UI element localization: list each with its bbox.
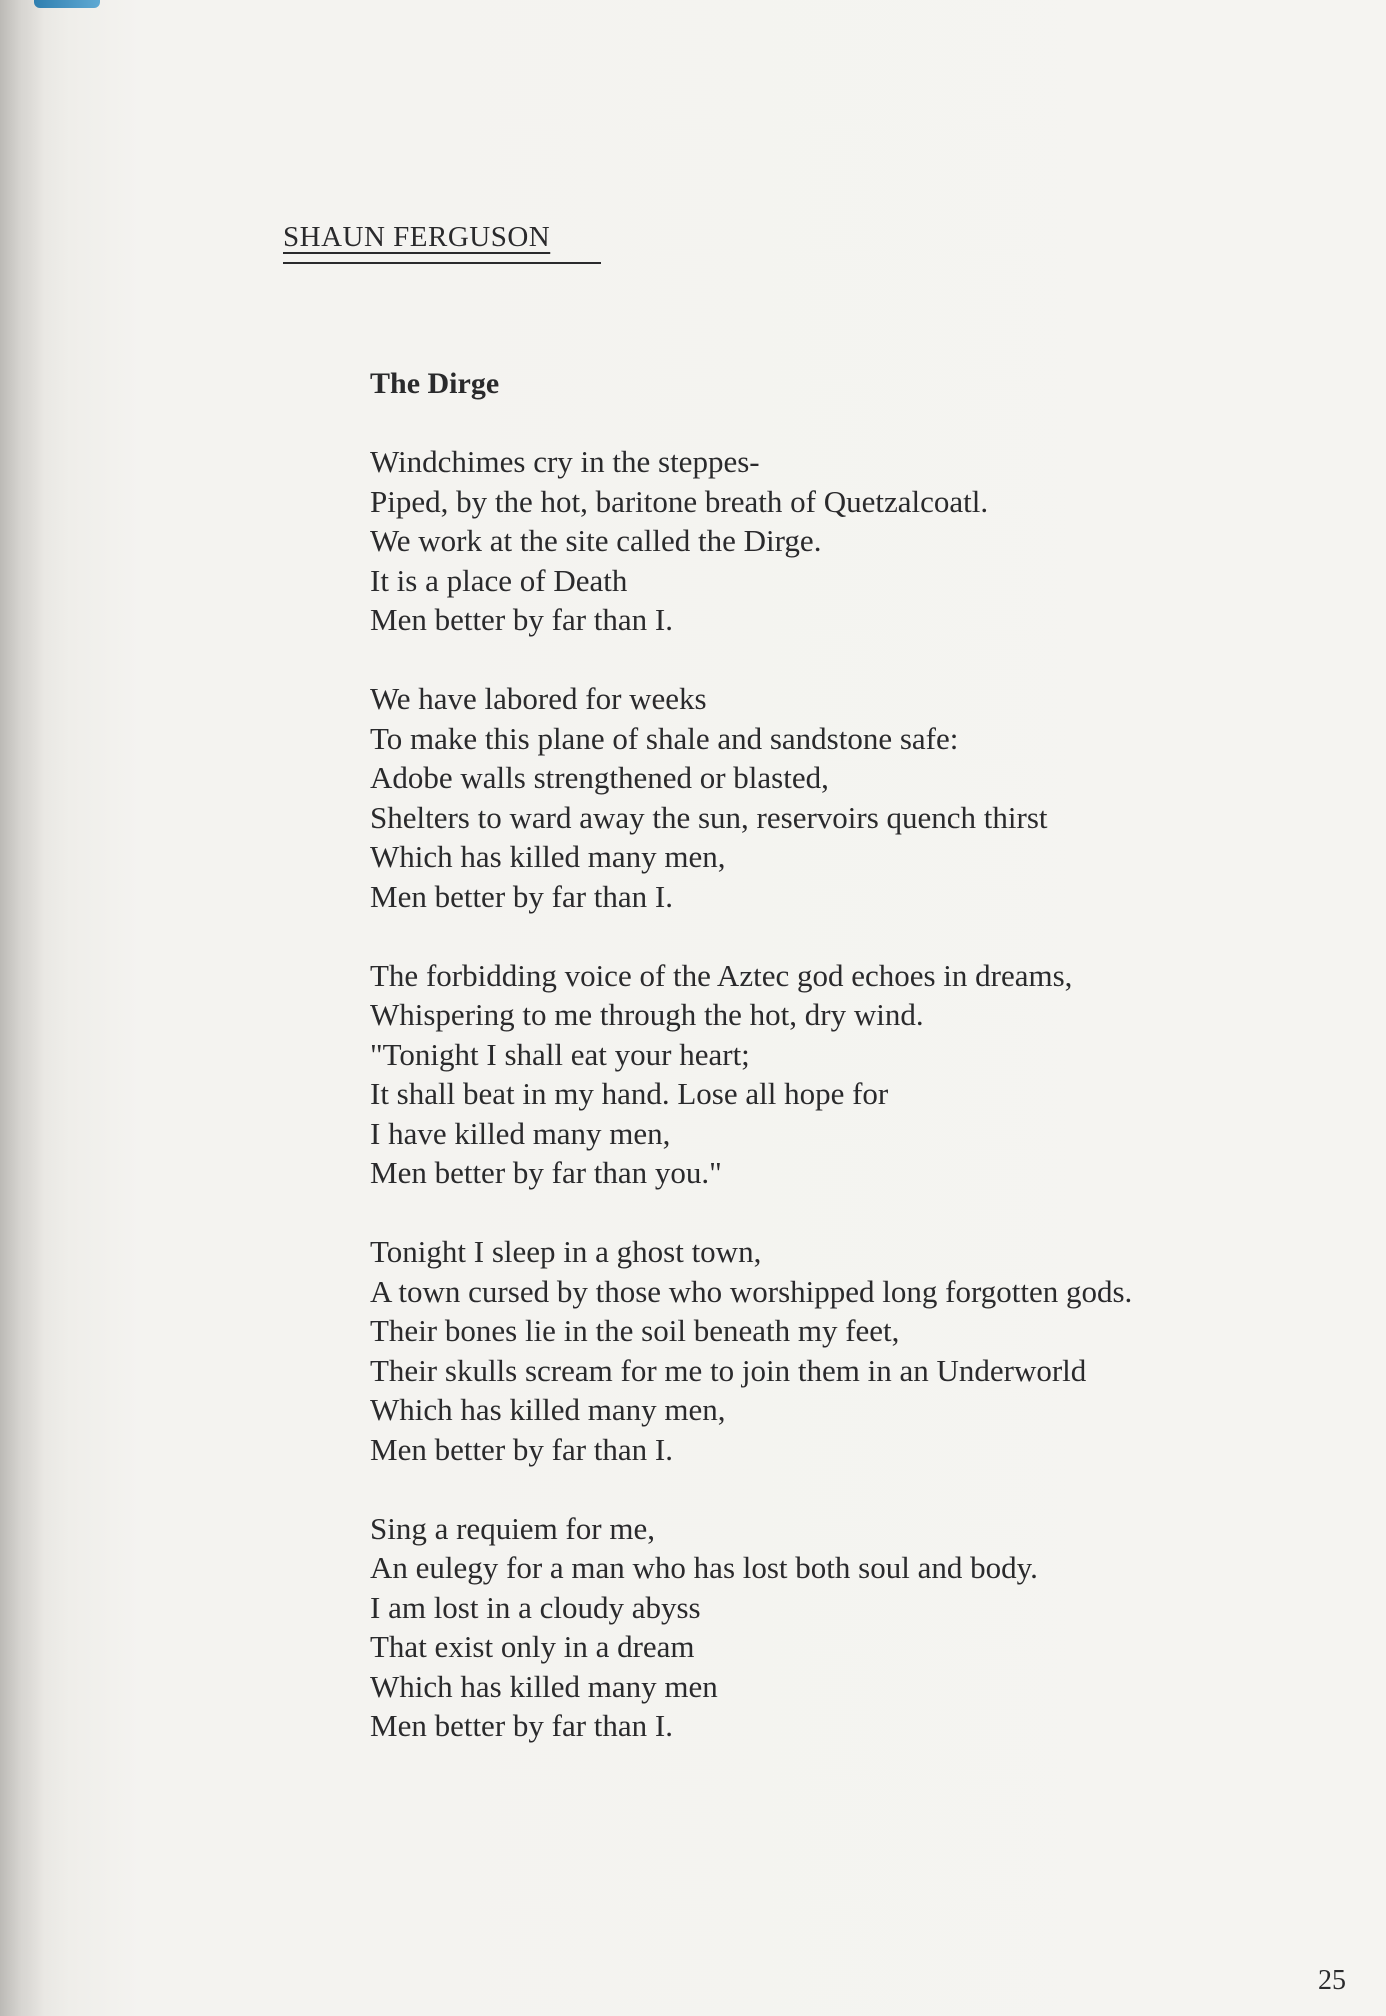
poem-line: Piped, by the hot, baritone breath of Quetzalcoatl. <box>370 483 989 519</box>
poem-line: Tonight I sleep in a ghost town, <box>370 1234 762 1269</box>
poem-line: I have killed many men, <box>370 1115 671 1151</box>
poem-line: Sing a requiem for me, <box>370 1510 655 1546</box>
poem-line: That exist only in a dream <box>370 1629 695 1664</box>
stanza <box>370 1509 1320 1746</box>
poem-line: Which has killed many men, <box>370 1392 726 1427</box>
blue-tab-mark <box>34 0 100 8</box>
poem-line: We work at the site called the Dirge. <box>370 523 822 558</box>
poem-line: An eulegy for a man who has lost both soul and body. <box>370 1550 1038 1585</box>
poem-line: I am lost in a cloudy abyss <box>370 1589 701 1625</box>
poem-line: Their skulls scream for me to join them in an Underworld <box>370 1352 1087 1388</box>
poem-line: Whispering to me through the hot, dry wind. <box>370 997 924 1032</box>
poem-line: Men better by far than I. <box>370 1431 673 1467</box>
poem-body <box>370 442 1320 1746</box>
poem-line: Adobe walls strengthened or blasted, <box>370 760 829 795</box>
poem-title: The Dirge <box>370 367 500 400</box>
poem-line: The forbidding voice of the Aztec god echoes in dreams, <box>370 957 1073 993</box>
stanza <box>370 956 1320 1193</box>
poem-line: Men better by far than I. <box>370 878 673 914</box>
poem-line: We have labored for weeks <box>370 681 707 716</box>
poem-line: "Tonight I shall eat your heart; <box>370 1036 750 1072</box>
poem <box>370 366 1320 1785</box>
stanza <box>370 1232 1320 1469</box>
poem-line: To make this plane of shale and sandstone safe: <box>370 720 959 756</box>
poem-line: Men better by far than I. <box>370 602 673 637</box>
page-number: 25 <box>1318 1965 1346 1996</box>
poem-line: Windchimes cry in the steppes- <box>370 444 760 479</box>
stanza <box>370 442 1320 640</box>
page-binding-shadow <box>0 0 44 2016</box>
poem-line: Shelters to ward away the sun, reservoirs quench thirst <box>370 799 1048 835</box>
poem-line: Their bones lie in the soil beneath my feet, <box>370 1313 900 1348</box>
poem-line: It shall beat in my hand. Lose all hope for <box>370 1076 889 1111</box>
poem-line: A town cursed by those who worshipped long forgotten gods. <box>370 1273 1133 1309</box>
poem-line: Which has killed many men, <box>370 839 726 874</box>
author-name: SHAUN FERGUSON <box>283 221 551 253</box>
stanza <box>370 679 1320 916</box>
author-underline-rule <box>283 262 601 264</box>
poem-line: It is a place of Death <box>370 562 628 598</box>
poem-line: Which has killed many men <box>370 1668 718 1704</box>
poem-line: Men better by far than I. <box>370 1708 673 1743</box>
poem-line: Men better by far than you." <box>370 1155 722 1190</box>
